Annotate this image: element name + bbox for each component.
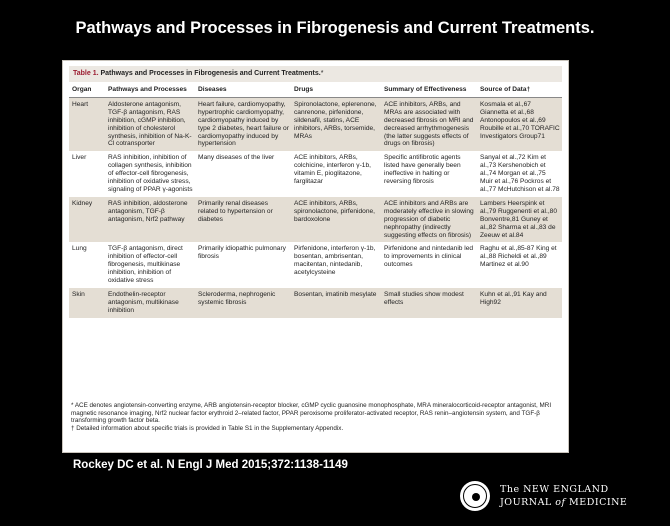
table-title-mark: * — [320, 70, 324, 77]
col-header-summary: Summary of Effectiveness — [381, 83, 477, 97]
cell-organ: Kidney — [69, 197, 105, 243]
col-header-pathways: Pathways and Processes — [105, 83, 195, 97]
cell-pathways: Aldosterone antagonism, TGF-β antagonism, RAS inhibition, cGMP inhibition, inhibition of cholesterol synthesis, inhibition of Na-K-Cl cotransporter — [105, 97, 195, 151]
cell-organ: Liver — [72, 154, 87, 162]
cell-organ: Lung — [72, 245, 87, 253]
table-title: Pathways and Processes in Fibrogenesis and Current Treatments. — [100, 70, 321, 77]
cell-diseases: Many diseases of the liver — [198, 154, 275, 162]
cell-summary: ACE inhibitors, ARBs, and MRAs are associated with decreased fibrosis on MRI and decreased arrhythmogenesis (the latter suggests effects of drugs on fibrosis) — [381, 97, 477, 151]
cell-drugs: Bosentan, imatinib mesylate — [291, 288, 381, 318]
cell-diseases: Heart failure, cardiomyopathy, hypertrophic cardiomyopathy, cardiomyopathy induced by type 2 diabetes, heart failure or cardiomyopathy induced by hypertension — [195, 97, 291, 151]
cell-drugs: Spironolactone, eplerenone, canrenone, pirfenidone, sildenafil, statins, ACE inhibitors, ARBs, torsemide, MRAs — [291, 97, 381, 151]
col-header-organ: Organ — [69, 83, 105, 97]
cell-source: Kuhn et al.,91 Kay and High92 — [477, 288, 562, 318]
nejm-seal-icon — [460, 481, 490, 511]
col-header-source: Source of Data† — [477, 83, 562, 97]
cell-source: Raghu et al.,85-87 King et al.,88 Richeldi et al.,89 Martinez et al.90 — [480, 245, 557, 269]
cell-source: Kosmala et al.,67 Giannetta et al.,68 Antonopoulos et al.,69 Roubille et al.,70 TORAFIC Investigators Group71 — [477, 97, 562, 151]
table-row — [69, 197, 562, 243]
table-header-row — [69, 83, 562, 97]
journal-logo-line2: JOURNAL of MEDICINE — [500, 497, 628, 508]
cell-diseases: Scleroderma, nephrogenic systemic fibrosis — [195, 288, 291, 318]
col-header-diseases: Diseases — [195, 83, 291, 97]
table-row — [69, 288, 562, 318]
footnote-abbreviations: * ACE denotes angiotensin-converting enzyme, ARB angiotensin-receptor blocker, cGMP cyclic guanosine monophosphate, MRA mineralocorticoid-receptor antagonist, MRI magnetic resonance imaging, Nrf2 nuclear factor erythroid 2–related factor, PPAR peroxisome proliferator-activated receptor, RAS renin–angiotensin system, and TGF-β transforming growth factor beta. — [71, 402, 552, 425]
cell-organ: Skin — [69, 288, 105, 318]
citation: Rockey DC et al. N Engl J Med 2015;372:1138-1149 — [73, 459, 348, 471]
table-row — [69, 151, 562, 197]
table-row — [69, 242, 562, 288]
cell-summary: ACE inhibitors and ARBs are moderately effective in slowing progression of diabetic nephropathy (indirectly suggesting effects on fibrosis) — [381, 197, 477, 243]
cell-drugs: ACE inhibitors, ARBs, colchicine, interferon γ-1b, vitamin E, pioglitazone, farglitazar — [294, 154, 371, 186]
cell-pathways: Endothelin-receptor antagonism, multikinase inhibition — [105, 288, 195, 318]
cell-summary: Pirfenidone and nintedanib led to improvements in clinical outcomes — [384, 245, 474, 269]
fibrogenesis-table — [69, 83, 562, 318]
cell-organ: Heart — [69, 97, 105, 151]
cell-drugs: Pirfenidone, interferon γ-1b, bosentan, ambrisentan, macitentan, nintedanib, acetylcysteine — [294, 245, 376, 277]
cell-pathways: TGF-β antagonism, direct inhibition of effector-cell fibrogenesis, multikinase inhibition, inhibition of oxidative stress — [108, 245, 183, 285]
table-panel — [62, 60, 569, 453]
cell-source: Lambers Heerspink et al.,79 Ruggenenti et al.,80 Bonventre,81 Guney et al.,82 Sharma et al.,83 de Zeeuw et al.84 — [477, 197, 562, 243]
cell-drugs: ACE inhibitors, ARBs, spironolactone, pirfenidone, bardoxolone — [291, 197, 381, 243]
cell-summary: Small studies show modest effects — [381, 288, 477, 318]
table-label: Table 1. — [73, 70, 99, 77]
journal-logo-line1: The NEW ENGLAND — [500, 484, 609, 495]
col-header-drugs: Drugs — [291, 83, 381, 97]
footnote-dagger: † Detailed information about specific trials is provided in Table S1 in the Supplementary Appendix. — [71, 424, 344, 432]
table-footnotes — [71, 402, 561, 432]
cell-summary: Specific antifibrotic agents listed have generally been ineffective in halting or reversing fibrosis — [384, 154, 461, 186]
cell-source: Sanyal et al.,72 Kim et al.,73 Kershenobich et al.,74 Morgan et al.,75 Muir et al.,76 Pockros et al.,77 McHutchison et al.78 — [480, 154, 560, 193]
cell-diseases: Primarily idiopathic pulmonary fibrosis — [198, 245, 286, 261]
table-title-bar — [69, 66, 562, 82]
table-row — [69, 97, 562, 151]
cell-pathways: RAS inhibition, inhibition of collagen synthesis, inhibition of effector-cell fibrogenesis, inhibition of oxidative stress, signaling of PPAR γ-agonists — [108, 154, 193, 193]
slide-title: Pathways and Processes in Fibrogenesis and Current Treatments. — [75, 19, 595, 37]
cell-pathways: RAS inhibition, aldosterone antagonism, TGF-β antagonism, Nrf2 pathway — [105, 197, 195, 243]
cell-diseases: Primarily renal diseases related to hypertension or diabetes — [195, 197, 291, 243]
